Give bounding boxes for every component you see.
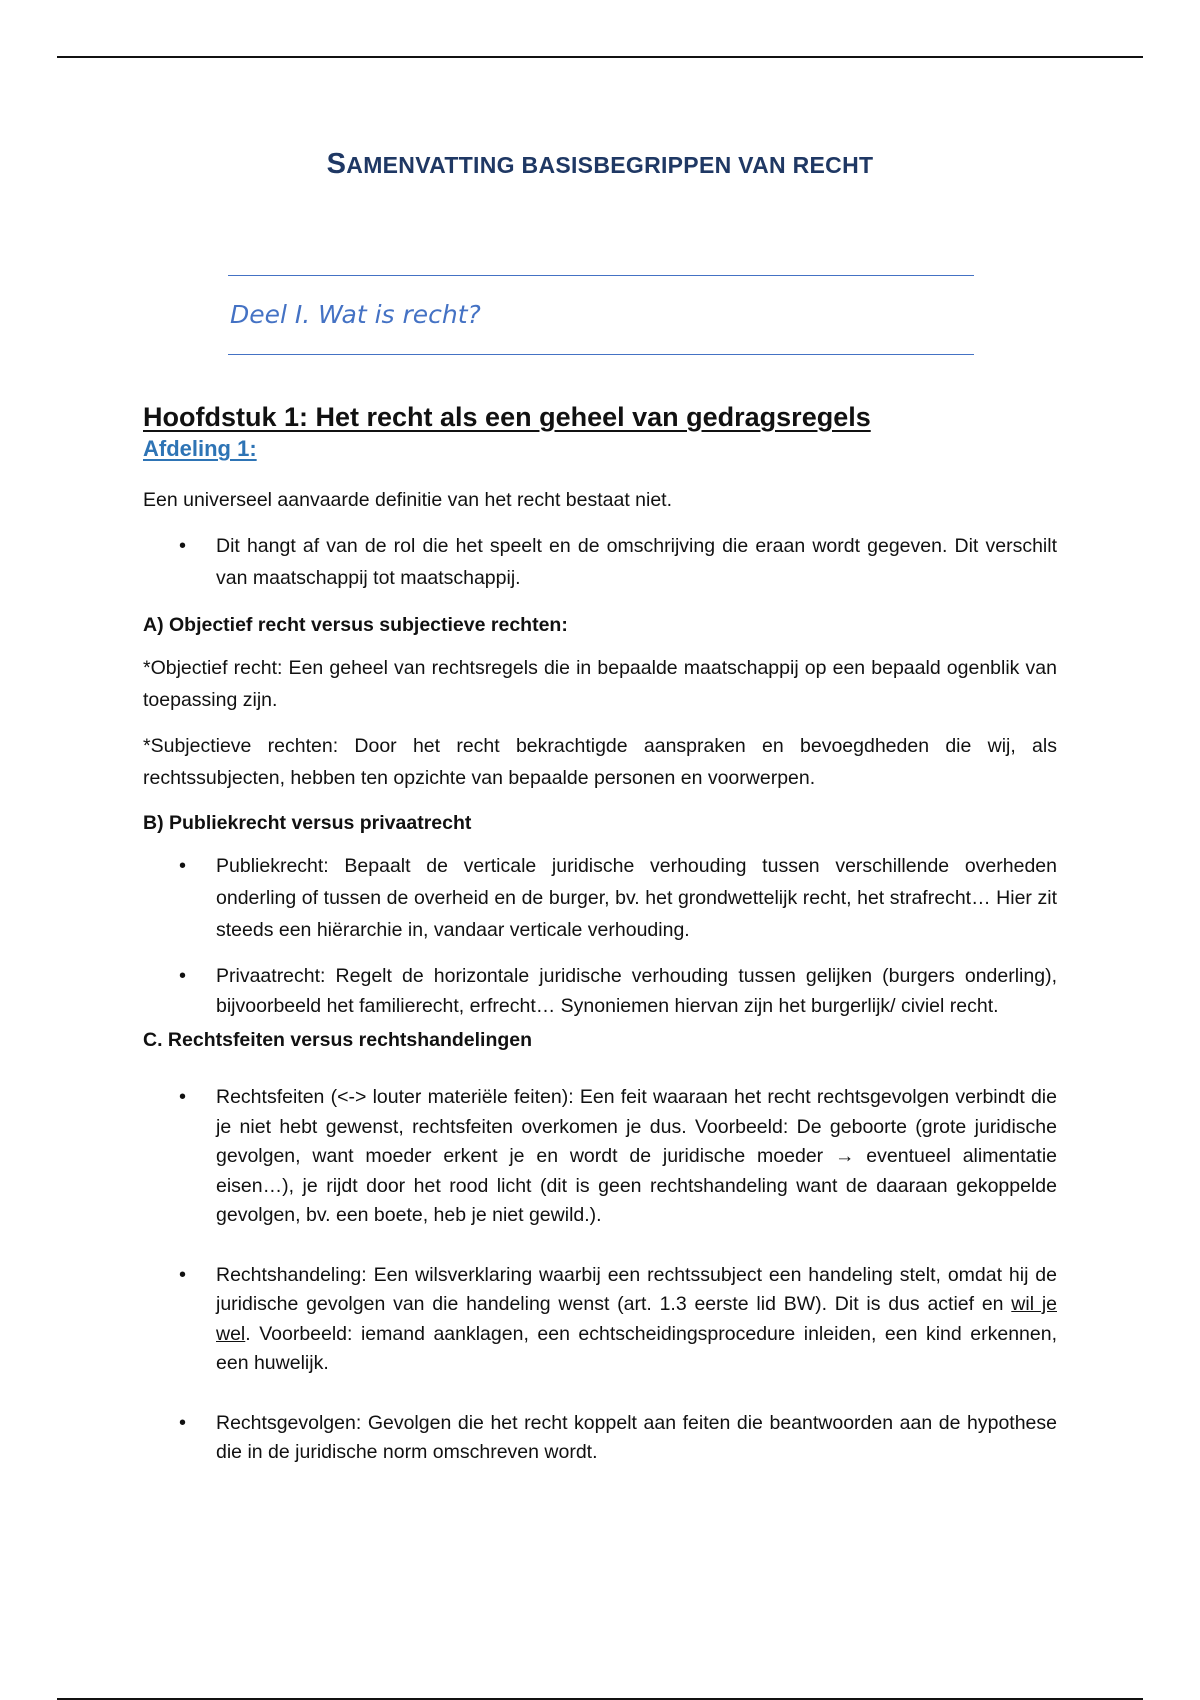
document-title (0, 148, 1200, 181)
bullet-icon: • (179, 535, 187, 557)
paragraph-objectief-recht: *Objectief recht: Een geheel van rechtsregels die in bepaalde maatschappij op een bepaald ogenblik van toepassing zijn. (143, 657, 1057, 711)
bullet-icon: • (179, 1263, 187, 1286)
chapter-title: Hoofdstuk 1: Het recht als een geheel van gedragsregels (143, 402, 871, 432)
title-rest: AMENVATTING BASISBEGRIPPEN VAN RECHT (346, 152, 874, 178)
list-item-text-before: Rechtshandeling: Een wilsverklaring waarbij een rechtssubject een handeling stelt, omdat hij de juridische gevolgen van die handeling wenst (art. 1.3 eerste lid BW). Dit is dus actief en (216, 1263, 1057, 1315)
list-item (143, 850, 1057, 946)
list-item (143, 1261, 1057, 1379)
subheading-b: B) Publiekrecht versus privaatrecht (143, 812, 472, 834)
paragraph-subjectieve-rechten: *Subjectieve rechten: Door het recht bekrachtigde aanspraken en bevoegdheden die wij, als rechtssubjecten, hebben ten opzichte van bepaalde personen en voorwerpen. (143, 735, 1057, 789)
list-c (143, 1083, 1057, 1468)
part-rule-bottom (228, 354, 974, 355)
list-item-text-after: . Voorbeeld: iemand aanklagen, een echtscheidingsprocedure inleiden, een kind erkennen, een huwelijk. (216, 1322, 1057, 1374)
bullet-icon: • (179, 1411, 187, 1434)
underlined-phrase: wil je wel (216, 1293, 1057, 1345)
part-heading-box (228, 275, 974, 355)
part-rule-top (228, 275, 974, 276)
list-item (143, 962, 1057, 1021)
list-item-text: Dit hangt af van de rol die het speelt en de omschrijving die eraan wordt gegeven. Dit verschilt van maatschappij tot maatschappij. (216, 535, 1057, 589)
subheading-c: C. Rechtsfeiten versus rechtshandelingen (143, 1029, 533, 1051)
part-title: Deel I. Wat is recht? (230, 300, 481, 329)
bullet-icon: • (179, 855, 187, 877)
intro-paragraph: Een universeel aanvaarde definitie van het recht bestaat niet. (143, 489, 673, 511)
list-item (143, 1409, 1057, 1468)
list-item-text: Privaatrecht: Regelt de horizontale juridische verhouding tussen gelijken (burgers onderling), bijvoorbeeld het familierecht, erfrecht… Synoniemen hiervan zijn het burgerlijk/ civiel recht. (216, 965, 1057, 1017)
document-body (143, 400, 1057, 1484)
title-first-letter: S (326, 148, 347, 180)
bullet-icon: • (179, 1086, 187, 1108)
top-rule (57, 56, 1143, 58)
list-item-text: Rechtsgevolgen: Gevolgen die het recht koppelt aan feiten die beantwoorden aan de hypothese die in de juridische norm omschreven wordt. (216, 1411, 1057, 1463)
bullet-icon: • (179, 965, 187, 987)
list-item-text: Rechtsfeiten (<-> louter materiële feiten): Een feit waaraan het recht rechtsgevolgen verbindt die je niet hebt gewenst, rechtsfeiten overkomen je dus. Voorbeeld: De geboorte (grote juridische gevolgen, want moeder erkent je en wordt de juridische moeder → eventueel alimentatie eisen…), je rijdt door het rood licht (dit is geen rechtshandeling want de daaraan gekoppelde gevolgen, bv. een boete, heb je niet gewild.). (216, 1086, 1057, 1226)
list-item (143, 1083, 1057, 1231)
section-title: Afdeling 1: (143, 436, 257, 461)
list-item-text: Publiekrecht: Bepaalt de verticale juridische verhouding tussen verschillende overheden onderling of tussen de overheid en de burger, bv. het grondwettelijk recht, het strafrecht… Hier zit steeds een hiërarchie in, vandaar verticale verhouding. (216, 855, 1057, 941)
intro-list (143, 530, 1057, 594)
subheading-a: A) Objectief recht versus subjectieve rechten: (143, 614, 568, 636)
list-item (143, 530, 1057, 594)
list-b (143, 850, 1057, 1021)
